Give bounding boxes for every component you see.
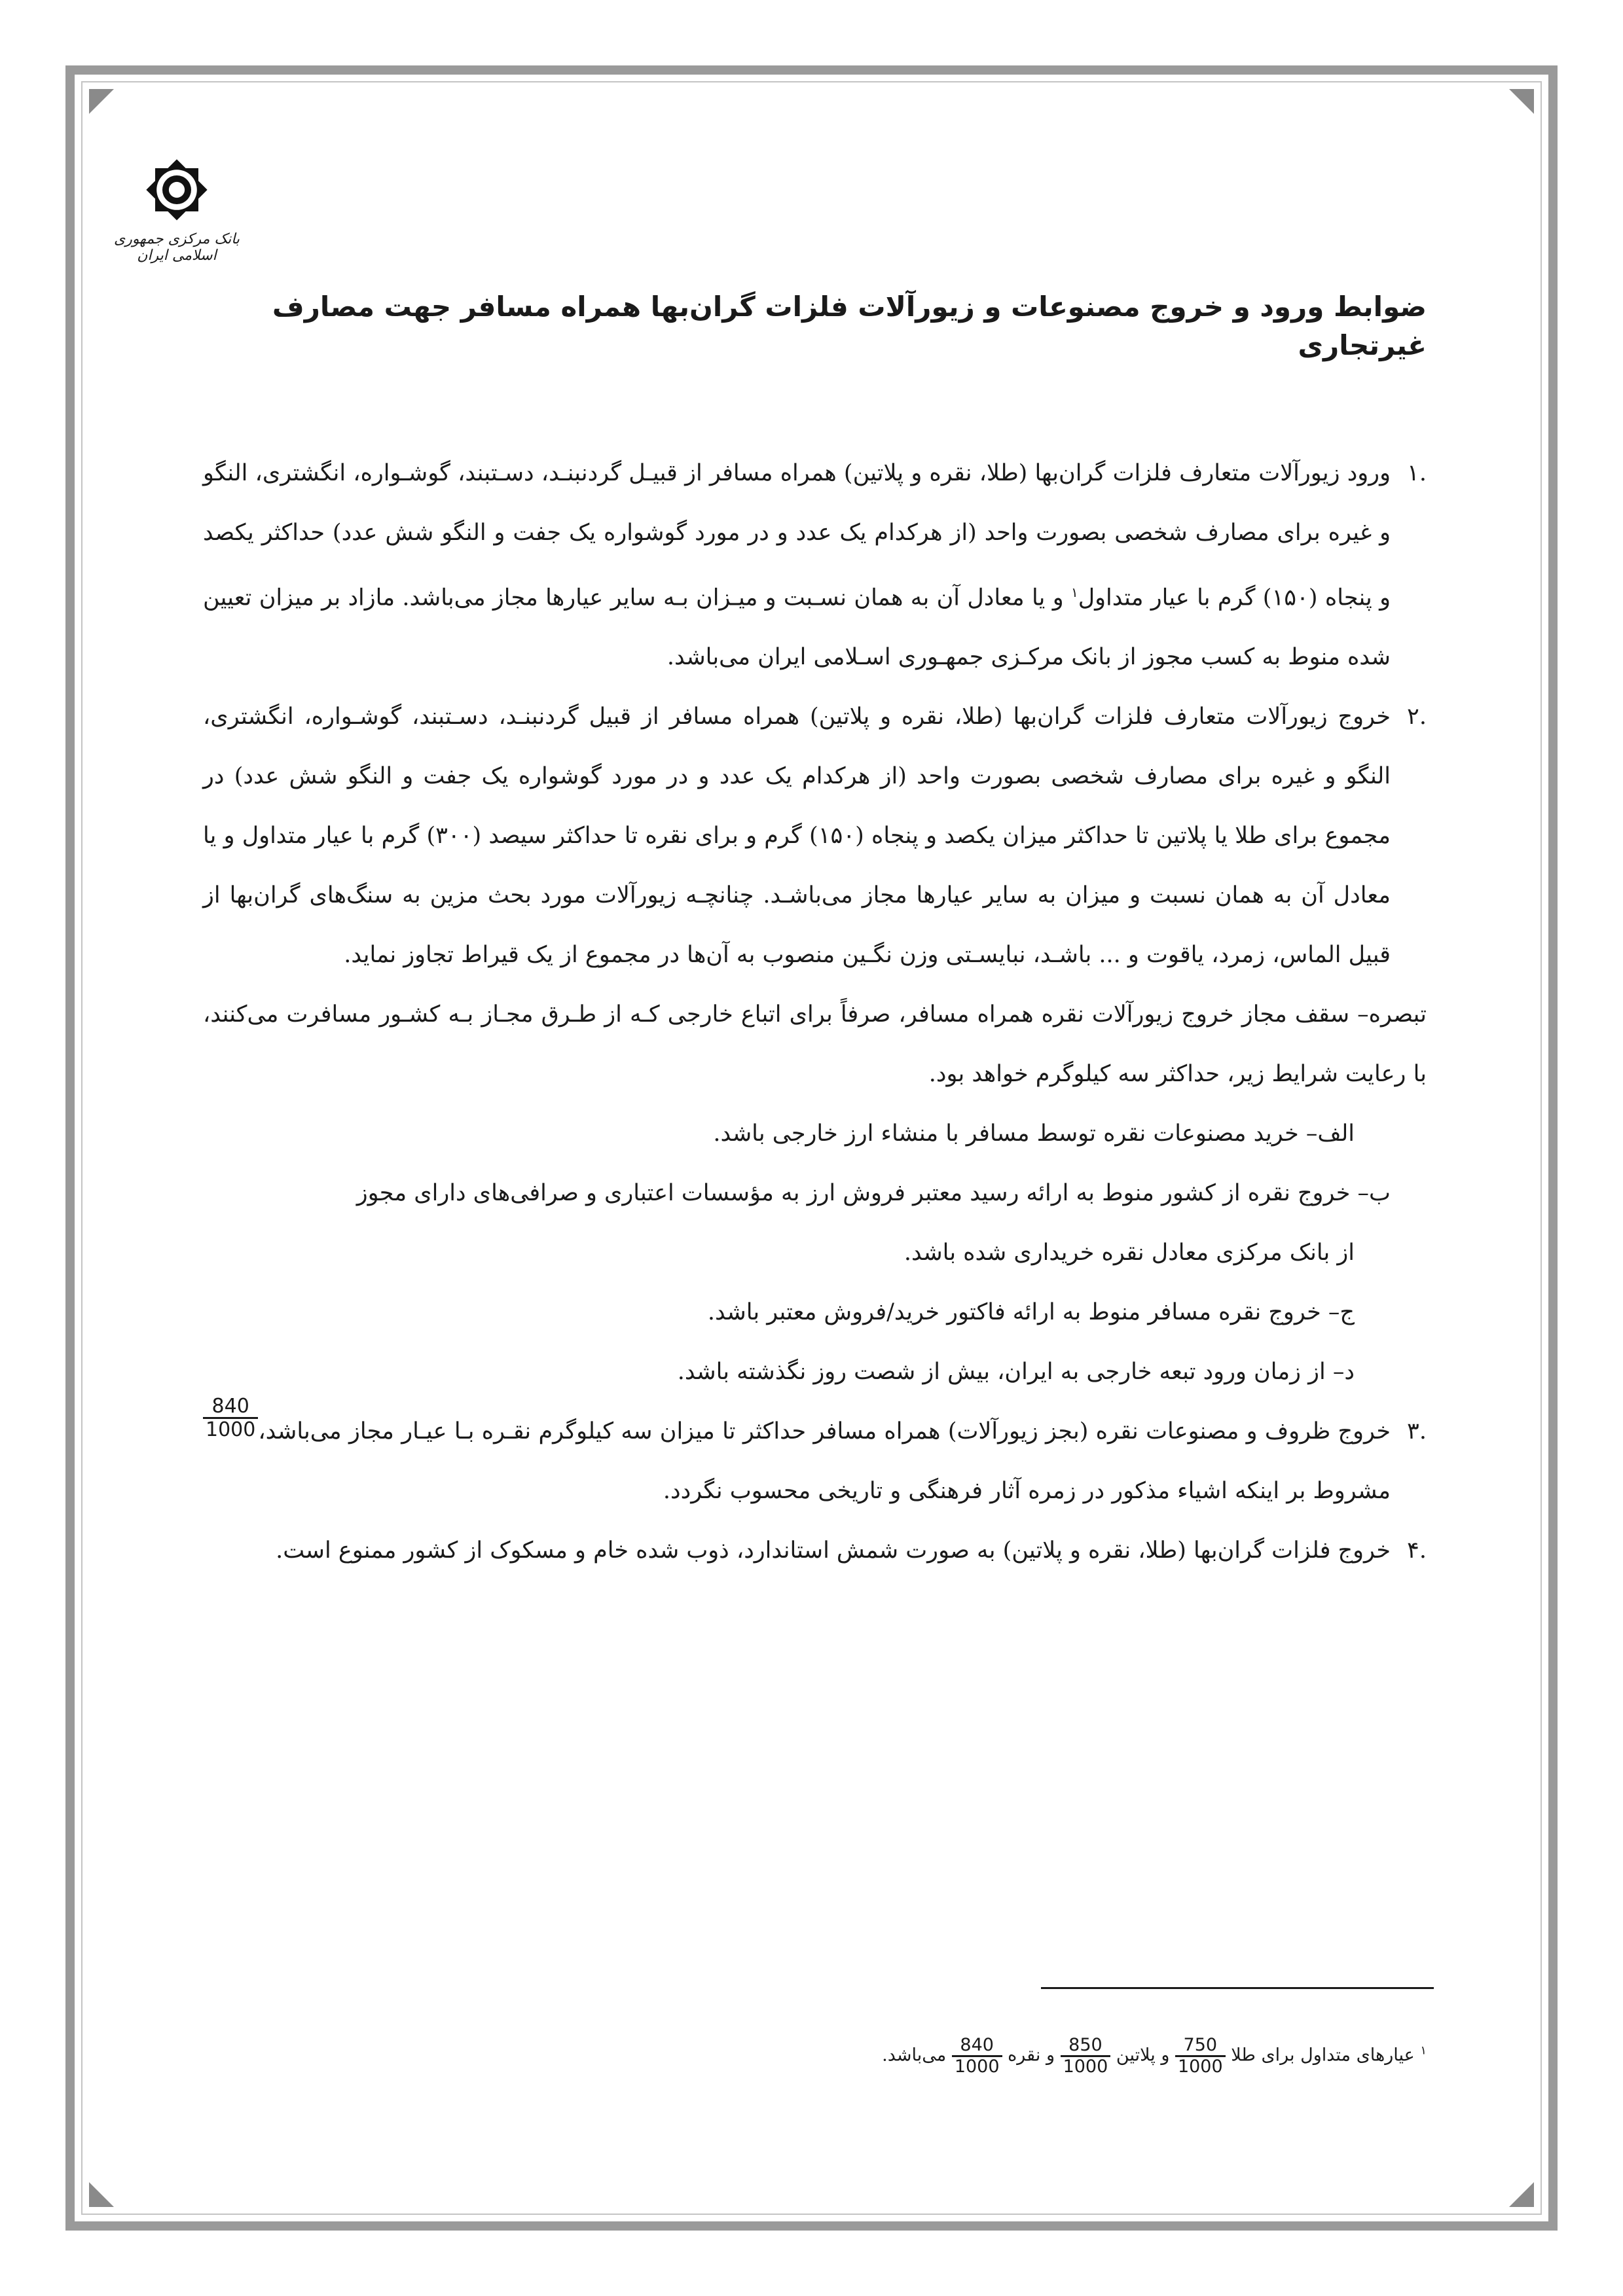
item-number: .۲ xyxy=(1407,704,1427,730)
footnote-text: و نقره xyxy=(1008,2045,1055,2066)
gold-purity-fraction: $\frac{750}{1000}$ xyxy=(1175,2036,1226,2076)
item-number: .۳ xyxy=(1407,1418,1427,1445)
silver-purity-fraction: $\frac{840}{1000}$ xyxy=(952,2036,1002,2076)
note-condition: ب– خروج نقره از کشور منوط به ارائه رسید معتبر فروش ارز به مؤسسات اعتباری و صرافی‌های دارای مجوز xyxy=(356,1180,1391,1207)
note-paragraph: تبصره– سقف مجاز خروج زیورآلات نقره همراه مسافر، صرفاً برای اتباع خارجی کـه از طـرق مجـاز بـه کشـور مسافرت می‌کنند، با رعایت شرایط زیر، حداکثر سه کیلوگرم خواهد بود. xyxy=(203,1001,1427,1088)
frame-bottom-border xyxy=(72,2221,1551,2231)
bank-logo xyxy=(98,154,255,264)
item-text: خروج فلزات گران‌بها (طلا، نقره و پلاتین) به صورت شمش استاندارد، ذوب شده خام و مسکوک از کشور ممنوع است. xyxy=(276,1537,1391,1564)
frame-top-border xyxy=(72,65,1551,75)
item-number: .۴ xyxy=(1407,1537,1427,1564)
item-text: $\frac{840}{1000}$ خروج ظروف و مصنوعات نقره (بجز زیورآلات) همراه مسافر حداکثر تا میزان سه کیلوگرم نقـره بـا عیـار مجاز می‌باشد، مشروط بر اینکه اشیاء مذکور در زمره آثار فرهنگی و تاریخی محسوب نگردد. xyxy=(203,1402,1391,1521)
footnote-text: می‌باشد. xyxy=(882,2045,947,2066)
footnote-text: و پلاتین xyxy=(1116,2045,1170,2066)
list-item xyxy=(203,1521,1427,1581)
frame-corner-ornament xyxy=(1509,2182,1534,2207)
item-text: ورود زیورآلات متعارف فلزات گران‌بها (طلا، نقره و پلاتین) همراه مسافر از قبیـل گردنبنـد، دسـتبند، گوشـواره، انگشتری، النگو و غیره برای مصارف شخصی بصورت واحد (از هرکدام یک عدد و در مورد گوشواره یک جفت و النگو شش عدد) حداکثر یکصد و پنجاه (۱۵۰) گرم با عیار متداول$^۱$ و یا معادل آن به همان نسـبت و میـزان بـه سایر عیارها مجاز می‌باشد. مازاد بر میزان تعیین شده منوط به کسب مجوز از بانک مرکـزی جمهـوری اسـلامی ایران می‌باشد. xyxy=(203,459,1391,671)
note-condition: ج– خروج نقره مسافر منوط به ارائه فاکتور خرید/فروش معتبر باشد. xyxy=(707,1299,1355,1326)
document-body xyxy=(203,288,1427,1581)
item-number: .۱ xyxy=(1407,459,1427,486)
central-bank-emblem-icon xyxy=(141,154,213,226)
note-condition: د– از زمان ورود تبعه خارجی به ایران، بیش از شصت روز نگذشته باشد. xyxy=(677,1359,1355,1386)
item-text: خروج زیورآلات متعارف فلزات گران‌بها (طلا، نقره و پلاتین) همراه مسافر از قبیل گردنبنـد، دسـتبند، گوشـواره، انگشتری، النگو و غیره برای مصارف شخصی بصورت واحد (از هرکدام یک عدد و در مورد گوشواره یک جفت و النگو شش عدد) در مجموع برای طلا یا پلاتین تا حداکثر میزان یکصد و پنجاه (۱۵۰) گرم و برای نقره تا حداکثر سیصد (۳۰۰) گرم با عیار متداول و یا معادل آن به همان نسبت و میزان به سایر عیارها مجاز می‌باشـد. چنانچـه زیورآلات مورد بحث مزین به سنگ‌های گران‌بها از قبیل الماس، زمرد، یاقوت و ... باشـد، نبایسـتی وزن نگـین منصوب به آن‌ها در مجموع از یک قیراط تجاوز نماید. xyxy=(203,704,1391,969)
list-item xyxy=(203,444,1427,688)
footnote-mark: ۱ xyxy=(1420,2043,1427,2058)
list-item xyxy=(203,687,1427,985)
footnote xyxy=(882,2036,1427,2076)
note-condition-continuation: از بانک مرکزی معادل نقره خریداری شده باشد. xyxy=(903,1240,1355,1266)
bank-logo-caption: بانک مرکزی جمهوری اسلامی ایران xyxy=(113,231,240,264)
list-item xyxy=(203,1395,1427,1521)
frame-corner-ornament xyxy=(1509,89,1534,114)
frame-right-border xyxy=(1548,65,1558,2231)
frame-left-border xyxy=(65,65,75,2231)
platinum-purity-fraction: $\frac{850}{1000}$ xyxy=(1061,2036,1111,2076)
footnote-separator xyxy=(1041,1987,1434,1989)
frame-corner-ornament xyxy=(89,2182,114,2207)
page-title: ضوابط ورود و خروج مصنوعات و زیورآلات فلزات گران‌بها همراه مسافر جهت مصارف غیرتجاری xyxy=(272,291,1427,361)
silver-purity-fraction: $\frac{840}{1000}$ xyxy=(203,1395,258,1441)
footnote-text: عیارهای متداول برای طلا xyxy=(1231,2045,1415,2066)
frame-corner-ornament xyxy=(89,89,114,114)
footnote-reference: ۱ xyxy=(1070,584,1078,600)
note-condition: الف– خرید مصنوعات نقره توسط مسافر با منشاء ارز خارجی باشد. xyxy=(713,1121,1355,1147)
